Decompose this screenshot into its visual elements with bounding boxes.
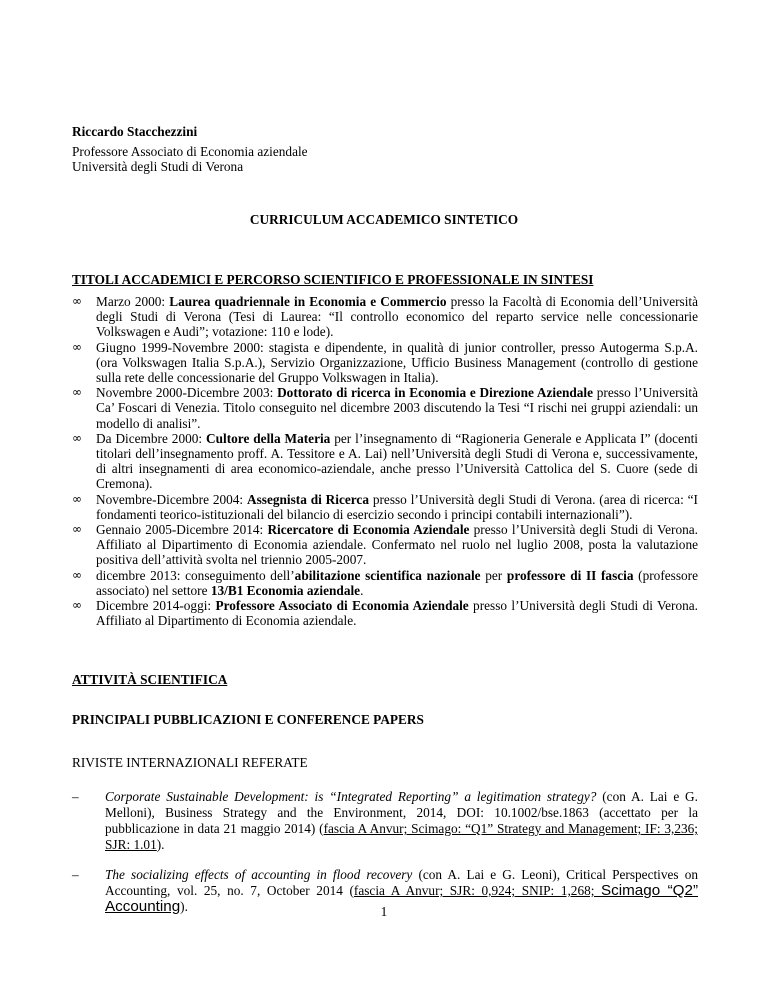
career-list: [72, 294, 698, 628]
infinity-bullet-icon: ∞: [72, 598, 82, 613]
page-number: 1: [380, 904, 388, 919]
infinity-bullet-icon: ∞: [72, 567, 82, 582]
list-item: ∞ Novembre 2000-Dicembre 2003: Dottorato di ricerca in Economia e Direzione Aziendale presso l’Università Ca’ Foscari di Venezia. Titolo conseguito nel dicembre 2003 discutendo la Tesi “I rischi nei gruppi aziendali: un modello di analisi”.: [72, 385, 698, 431]
document-title: CURRICULUM ACCADEMICO SINTETICO: [249, 212, 519, 227]
list-item: – Corporate Sustainable Development: is “Integrated Reporting” a legitimation strategy? (con A. Lai e G. Melloni), Business Strategy and the Environment, 2014, DOI: 10.1002/bse.1863 (accettato per la pubblicazione in data 21 maggio 2014) (fascia A Anvur; Scimago: “Q1” Strategy and Management; IF: 3,236; SJR: 1.01).: [72, 789, 698, 852]
author-role: Professore Associato di Economia aziendale: [72, 144, 308, 159]
list-item: – The socializing effects of accounting in flood recovery (con A. Lai e G. Leoni), Critical Perspectives on Accounting, vol. 25, no. 7, October 2014 (fascia A Anvur; SJR: 0,924; SNIP: 1,268; Scimago “Q2” Accounting).: [72, 867, 699, 915]
infinity-bullet-icon: ∞: [72, 385, 82, 400]
list-item: ∞ Da Dicembre 2000: Cultore della Materia per l’insegnamento di “Ragioneria Generale e Applicata I” (docenti titolari dell’insegnamento proff. A. Tessitore e A. Lai) nell’Università degli Studi di Verona e, successivamente, di altri insegnamenti di area economico-aziendale, anche presso l’Università Cattolica del S. Cuore (sede di Cremona).: [72, 430, 698, 492]
infinity-bullet-icon: ∞: [72, 294, 82, 308]
infinity-bullet-icon: ∞: [72, 491, 82, 506]
dash-bullet: –: [72, 867, 79, 882]
author-affiliation: Università degli Studi di Verona: [72, 159, 244, 174]
author-name: Riccardo Stacchezzini: [72, 124, 198, 139]
list-item: ∞ Novembre-Dicembre 2004: Assegnista di Ricerca presso l’Università degli Studi di Verona. (area di ricerca: “I fondamenti teorico-istituzionali del bilancio di esercizio secondo i principi contabili internazionali”).: [72, 491, 698, 522]
section-heading-international-journals: RIVISTE INTERNAZIONALI REFERATE: [72, 755, 308, 770]
list-item: ∞ Dicembre 2014-oggi: Professore Associato di Economia Aziendale presso l’Università degli Studi di Verona. Affiliato al Dipartimento di Economia aziendale.: [72, 598, 698, 629]
list-item: ∞ Giugno 1999-Novembre 2000: stagista e dipendente, in qualità di junior controller, presso Autogerma S.p.A. (ora Volkswagen Italia S.p.A.), Servizio Organizzazione, Ufficio Business Management (controllo di gestione sulla rete delle concessionarie del Gruppo Volkswagen in Italia).: [72, 339, 698, 386]
list-item: ∞ Gennaio 2005-Dicembre 2014: Ricercatore di Economia Aziendale presso l’Università degli Studi di Verona. Affiliato al Dipartimento di Economia aziendale. Confermato nel ruolo nel luglio 2008, posta la valutazione positiva dell’attività svolta nel triennio 2005-2007.: [72, 522, 698, 568]
infinity-bullet-icon: ∞: [72, 430, 82, 445]
section-heading-scientific-activity: ATTIVITÀ SCIENTIFICA: [72, 672, 228, 687]
infinity-bullet-icon: ∞: [72, 522, 82, 537]
list-item: ∞ dicembre 2013: conseguimento dell’abilitazione scientifica nazionale per professore di II fascia (professore associato) nel settore 13/B1 Economia aziendale.: [72, 567, 698, 598]
section-heading-publications: PRINCIPALI PUBBLICAZIONI E CONFERENCE PAPERS: [72, 712, 424, 727]
dash-bullet: –: [72, 789, 79, 804]
infinity-bullet-icon: ∞: [72, 339, 82, 354]
section-heading-academic-titles: TITOLI ACCADEMICI E PERCORSO SCIENTIFICO E PROFESSIONALE IN SINTESI: [72, 272, 594, 287]
list-item: ∞ Marzo 2000: Laurea quadriennale in Economia e Commercio presso la Facoltà di Economia dell’Università degli Studi di Verona (Tesi di Laurea: “Il controllo economico del reparto service nelle concessionarie Volkswagen e Audi”; votazione: 110 e lode).: [72, 294, 699, 340]
